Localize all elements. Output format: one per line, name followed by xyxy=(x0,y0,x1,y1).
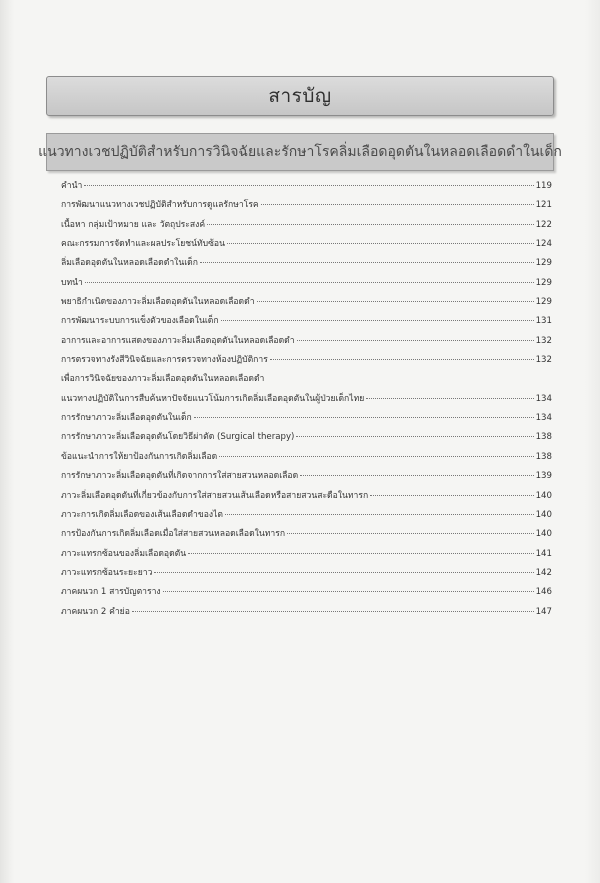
toc-entry-page: 129 xyxy=(535,258,552,269)
table-of-contents xyxy=(61,178,552,623)
toc-leader-dots xyxy=(297,340,534,341)
toc-entry[interactable] xyxy=(61,584,552,603)
toc-entry-page: 134 xyxy=(535,413,552,424)
subtitle-box xyxy=(38,133,562,171)
toc-entry[interactable] xyxy=(61,294,552,313)
toc-entry-title: ภาวะลิ่มเลือดอุดตันที่เกี่ยวข้องกับการใส่สายสวนเส้นเลือดหรือสายสวนสะดือในทารก xyxy=(61,490,369,501)
toc-leader-dots xyxy=(227,243,534,244)
toc-entry-title: ภาวะการเกิดลิ่มเลือดของเส้นเลือดดำของไต xyxy=(61,509,223,520)
toc-entry-title: ภาวะแทรกซ้อนระยะยาว xyxy=(61,567,153,578)
toc-entry-title: อาการและอาการแสดงของภาวะลิ่มเลือดอุดตันในหลอดเลือดดำ xyxy=(61,335,295,346)
toc-entry-page: 129 xyxy=(535,277,552,288)
toc-entry-title: เนื้อหา กลุ่มเป้าหมาย และ วัตถุประสงค์ xyxy=(61,219,206,230)
toc-leader-dots xyxy=(370,495,533,496)
toc-entry[interactable] xyxy=(61,255,552,274)
document-subtitle: แนวทางเวชปฏิบัติสำหรับการวินิจฉัยและรักษาโรคลิ่มเลือดอุดตันในหลอดเลือดดำในเด็ก xyxy=(38,144,562,160)
toc-entry-page: 142 xyxy=(535,567,552,578)
toc-entry[interactable] xyxy=(61,468,552,487)
page-title: สารบัญ xyxy=(268,85,332,107)
toc-entry-title: การพัฒนาแนวทางเวชปฏิบัติสำหรับการดูแลรักษาโรค xyxy=(61,200,259,211)
toc-leader-dots xyxy=(200,262,534,263)
toc-entry[interactable] xyxy=(61,352,552,371)
toc-entry-page: 147 xyxy=(535,606,552,617)
toc-entry-page: 141 xyxy=(535,548,552,559)
toc-leader-dots xyxy=(366,398,533,399)
toc-entry-page: 138 xyxy=(535,432,552,443)
toc-entry-page: 132 xyxy=(535,335,552,346)
toc-entry[interactable] xyxy=(61,333,552,352)
toc-entry-page: 124 xyxy=(535,239,552,250)
toc-entry-page: 138 xyxy=(535,451,552,462)
toc-leader-dots xyxy=(132,611,534,612)
toc-entry[interactable] xyxy=(61,275,552,294)
toc-entry[interactable] xyxy=(61,178,552,197)
toc-entry-page: 132 xyxy=(535,355,552,366)
toc-leader-dots xyxy=(296,436,533,437)
toc-entry-title: ลิ่มเลือดอุดตันในหลอดเลือดดำในเด็ก xyxy=(61,258,198,269)
toc-entry-title: ภาคผนวก 1 สารบัญตาราง xyxy=(61,587,161,598)
toc-entry[interactable] xyxy=(61,410,552,429)
toc-entry-title: การรักษาภาวะลิ่มเลือดอุดตันโดยวิธีผ่าตัด (Surgical therapy) xyxy=(61,432,295,443)
toc-entry-title: การพัฒนาระบบการแข็งตัวของเลือดในเด็ก xyxy=(61,316,219,327)
toc-entry-title: เพื่อการวินิจฉัยของภาวะลิ่มเลือดอุดตันในหลอดเลือดดำ xyxy=(61,374,265,385)
toc-entry[interactable] xyxy=(61,217,552,236)
toc-entry-page: 119 xyxy=(535,181,552,191)
toc-entry[interactable] xyxy=(61,449,552,468)
toc-entry-title: บทนำ xyxy=(61,277,83,288)
toc-entry-title: การรักษาภาวะลิ่มเลือดอุดตันที่เกิดจากการใส่สายสวนหลอดเลือด xyxy=(61,471,299,482)
toc-entry-page: 134 xyxy=(535,393,552,404)
toc-entry-title: การตรวจทางรังสีวินิจฉัยและการตรวจทางห้องปฏิบัติการ xyxy=(61,355,268,366)
toc-leader-dots xyxy=(257,301,534,302)
toc-entry[interactable] xyxy=(61,236,552,255)
toc-entry-page: 140 xyxy=(535,490,552,501)
toc-entry[interactable] xyxy=(61,488,552,507)
toc-entry-page: 131 xyxy=(535,316,552,327)
toc-entry-page: 129 xyxy=(535,297,552,308)
toc-leader-dots xyxy=(194,417,534,418)
toc-leader-dots xyxy=(300,475,533,476)
toc-leader-dots xyxy=(163,591,534,592)
toc-entry-title: การป้องกันการเกิดลิ่มเลือดเมื่อใส่สายสวนหลอดเลือดในทารก xyxy=(61,529,286,540)
toc-entry-page: 140 xyxy=(535,509,552,520)
toc-entry[interactable] xyxy=(61,371,552,390)
toc-entry-page: 140 xyxy=(535,529,552,540)
toc-entry-title: การรักษาภาวะลิ่มเลือดอุดตันในเด็ก xyxy=(61,413,192,424)
toc-entry[interactable] xyxy=(61,429,552,448)
toc-entry[interactable] xyxy=(61,546,552,565)
toc-leader-dots xyxy=(154,572,533,573)
toc-entry-title: คำนำ xyxy=(61,181,83,191)
toc-entry-page: 146 xyxy=(535,587,552,598)
toc-entry[interactable] xyxy=(61,197,552,216)
toc-leader-dots xyxy=(221,320,534,321)
toc-leader-dots xyxy=(219,456,533,457)
page-title-box xyxy=(46,76,554,116)
toc-entry-page: 121 xyxy=(535,200,552,211)
toc-entry[interactable] xyxy=(61,507,552,526)
toc-leader-dots xyxy=(261,204,534,205)
toc-entry-title: ภาวะแทรกซ้อนของลิ่มเลือดอุดตัน xyxy=(61,548,187,559)
toc-entry[interactable] xyxy=(61,313,552,332)
toc-leader-dots xyxy=(207,224,533,225)
toc-leader-dots xyxy=(225,514,534,515)
toc-entry-title: แนวทางปฏิบัติในการสืบค้นหาปัจจัยแนวโน้มการเกิดลิ่มเลือดอุดตันในผู้ป่วยเด็กไทย xyxy=(61,393,365,404)
toc-entry[interactable] xyxy=(61,565,552,584)
toc-leader-dots xyxy=(188,553,533,554)
toc-entry-page: 122 xyxy=(535,219,552,230)
toc-entry[interactable] xyxy=(61,391,552,410)
toc-entry[interactable] xyxy=(61,604,552,623)
toc-entry-title: คณะกรรมการจัดทำและผลประโยชน์ทับซ้อน xyxy=(61,239,225,250)
toc-entry-title: พยาธิกำเนิดของภาวะลิ่มเลือดอุดตันในหลอดเลือดดำ xyxy=(61,297,255,308)
toc-leader-dots xyxy=(287,533,534,534)
toc-leader-dots xyxy=(270,359,534,360)
toc-entry-title: ภาคผนวก 2 คำย่อ xyxy=(61,606,130,617)
toc-entry-title: ข้อแนะนำการให้ยาป้องกันการเกิดลิ่มเลือด xyxy=(61,451,218,462)
toc-leader-dots xyxy=(85,282,534,283)
toc-leader-dots xyxy=(84,185,533,186)
toc-entry[interactable] xyxy=(61,526,552,545)
toc-entry-page: 139 xyxy=(535,471,552,482)
